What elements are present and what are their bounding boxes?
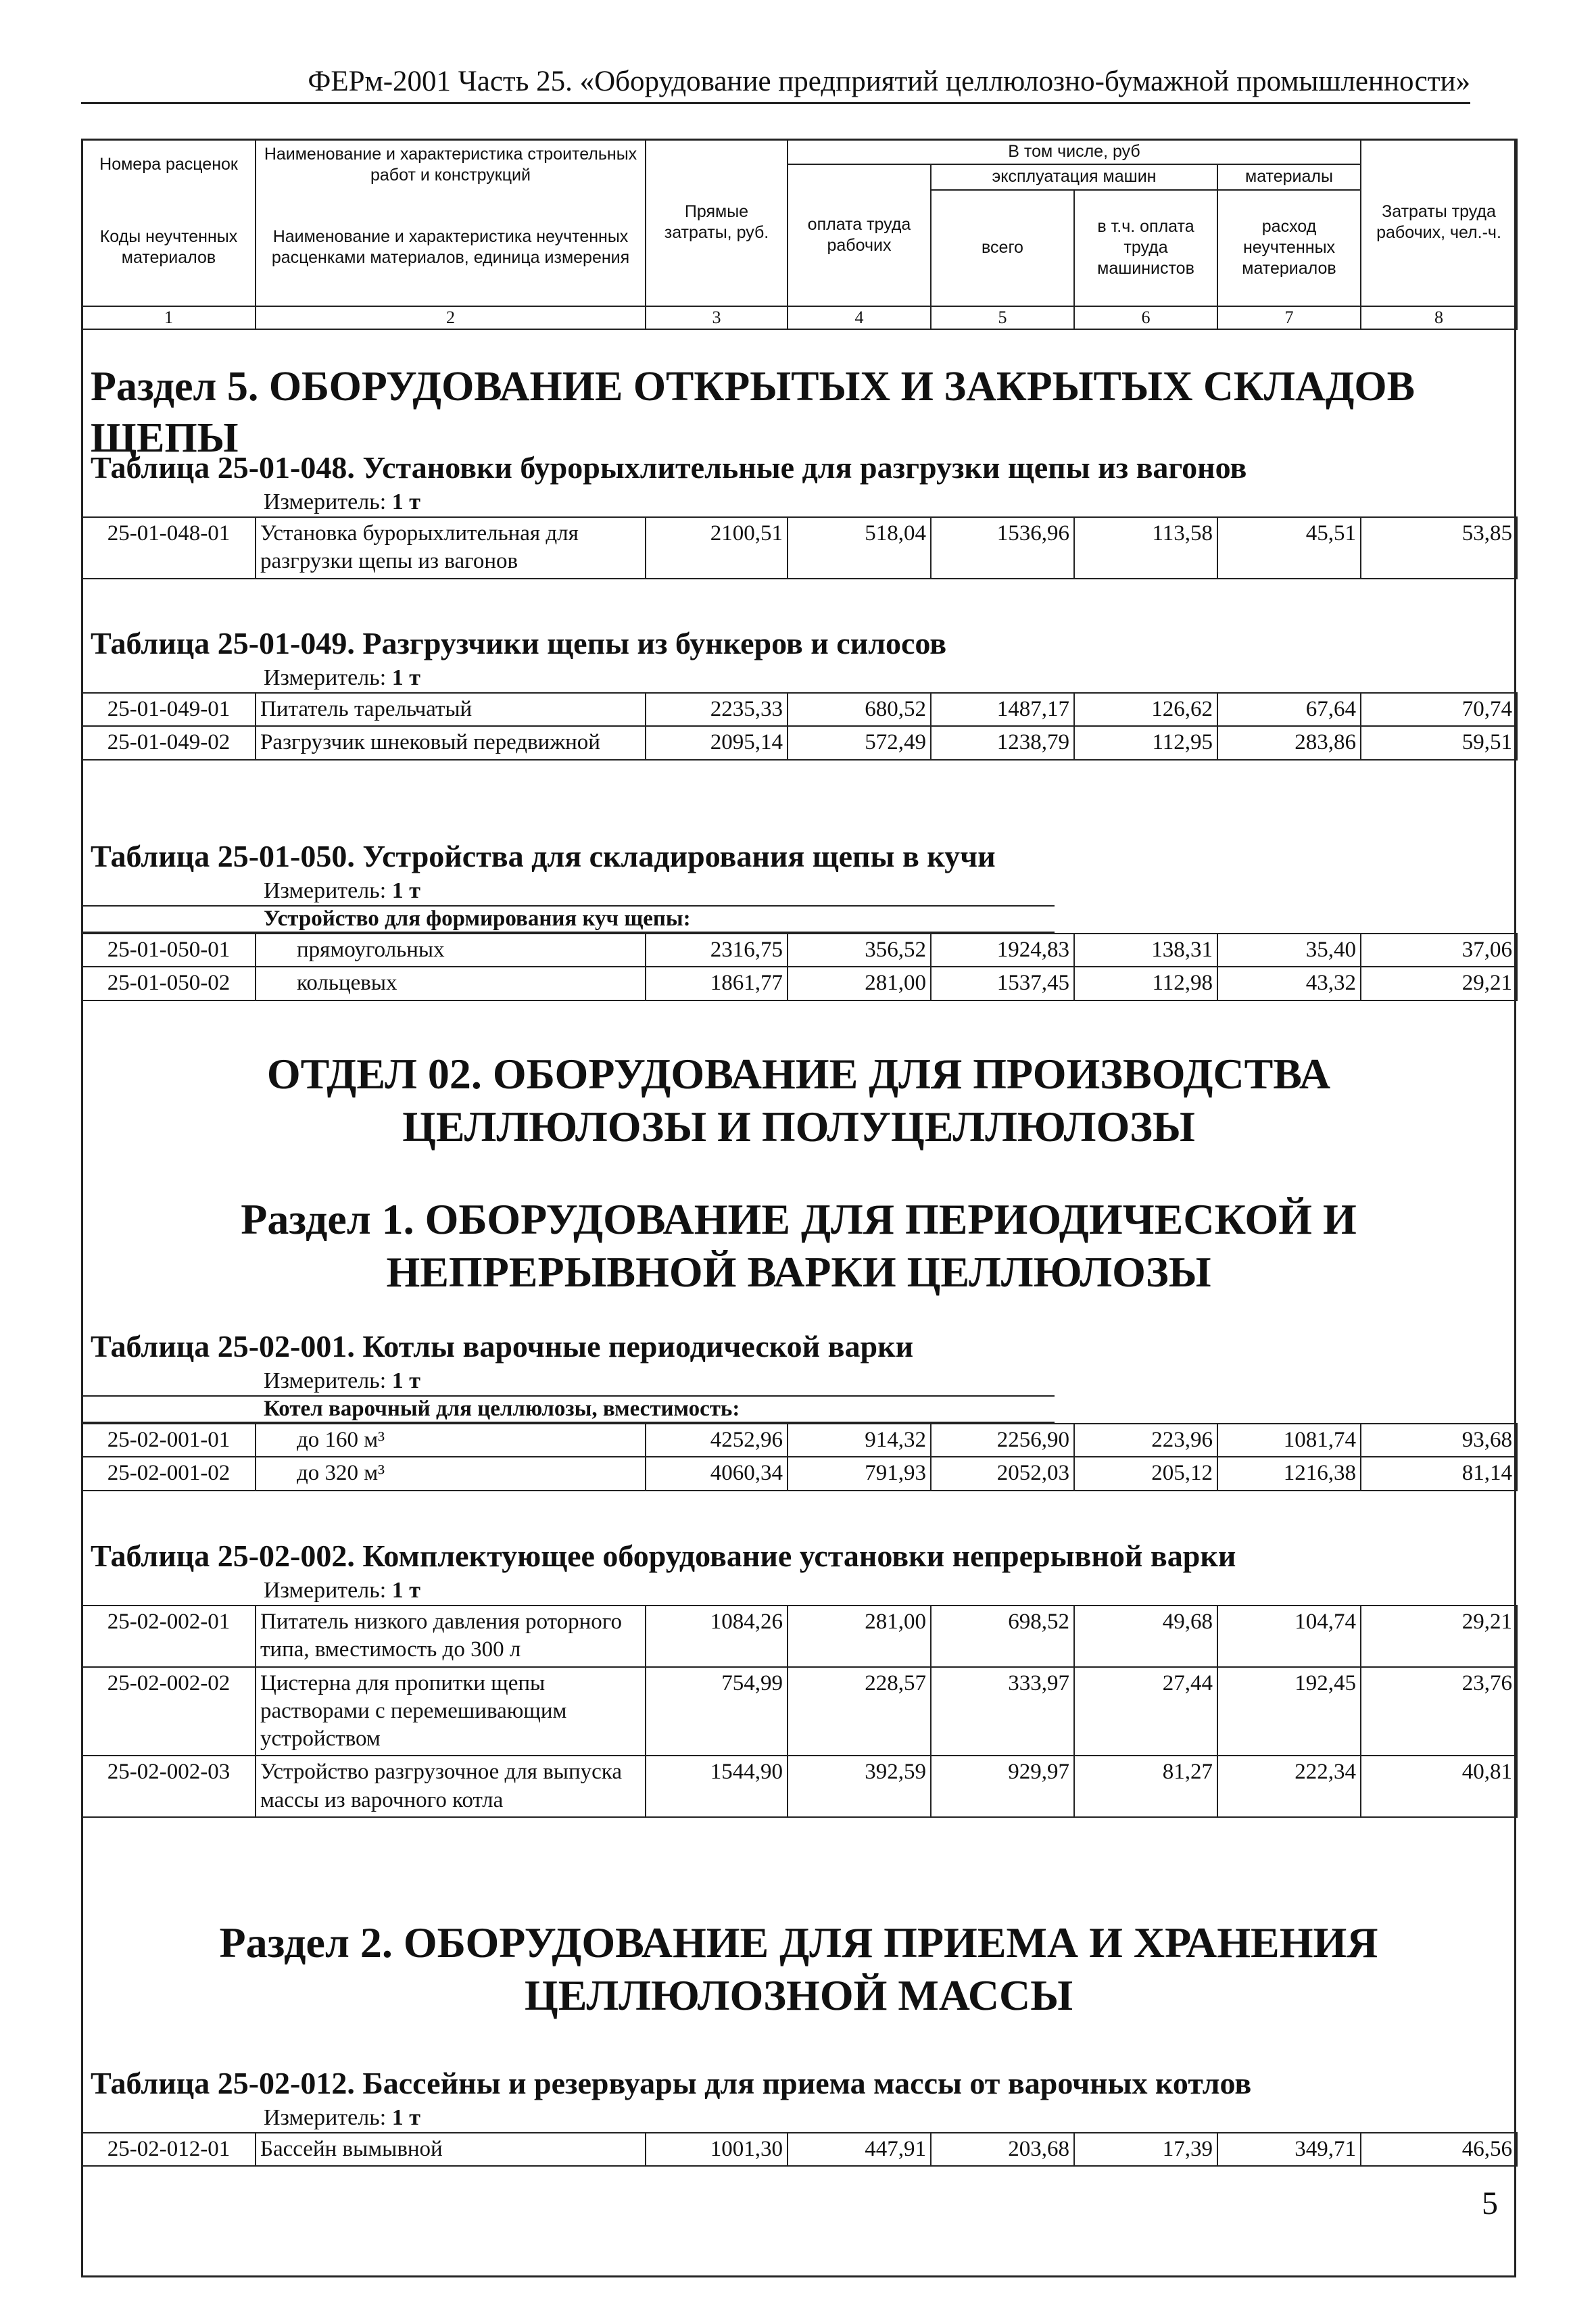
- materials-cost: 67,64: [1217, 693, 1361, 726]
- labor-pay: 281,00: [788, 1606, 931, 1667]
- direct-cost: 2316,75: [646, 934, 788, 967]
- machine-total: 333,97: [931, 1667, 1074, 1756]
- exploit-head: эксплуатация машин: [931, 164, 1217, 189]
- rate-code: 25-02-001-02: [82, 1457, 256, 1490]
- work-name: Разгрузчик шнековый передвижной: [256, 726, 646, 759]
- labor-hours: 29,21: [1361, 1606, 1517, 1667]
- measure-unit: Измеритель: 1 т: [264, 1368, 420, 1393]
- machine-total: 1238,79: [931, 726, 1074, 759]
- work-name: Установка бурорыхлительная для разгрузки щепы из вагонов: [256, 517, 646, 579]
- work-name: прямоугольных: [256, 934, 646, 967]
- labor-pay: 228,57: [788, 1667, 931, 1756]
- machinist-pay: 112,98: [1074, 967, 1217, 1000]
- machinist-pay: 27,44: [1074, 1667, 1217, 1756]
- group-label: Котел варочный для целлюлозы, вместимость:: [81, 1395, 1055, 1423]
- table-row: [82, 1667, 1517, 1756]
- labor-hours: 81,14: [1361, 1457, 1517, 1490]
- col-number: 1: [82, 306, 256, 330]
- labor-pay: 914,32: [788, 1424, 931, 1457]
- table-title: Таблица 25-01-050. Устройства для складирования щепы в кучи: [91, 839, 996, 873]
- table-row: [82, 1606, 1517, 1667]
- direct-cost: 1861,77: [646, 967, 788, 1000]
- materials-cost: 104,74: [1217, 1606, 1361, 1667]
- col5-head: всего: [931, 190, 1074, 306]
- machinist-pay: 223,96: [1074, 1424, 1217, 1457]
- rate-code: 25-02-002-03: [82, 1756, 256, 1817]
- machinist-pay: 81,27: [1074, 1756, 1217, 1817]
- rate-code: 25-02-012-01: [82, 2133, 256, 2166]
- table-25-02-012: [81, 2065, 1516, 2167]
- direct-cost: 2235,33: [646, 693, 788, 726]
- rate-code: 25-02-002-01: [82, 1606, 256, 1667]
- materials-cost: 35,40: [1217, 934, 1361, 967]
- direct-cost: 1084,26: [646, 1606, 788, 1667]
- machine-total: 2256,90: [931, 1424, 1074, 1457]
- price-table: [81, 692, 1518, 761]
- rate-code: 25-01-050-01: [82, 934, 256, 967]
- work-name: Бассейн вымывной: [256, 2133, 646, 2166]
- machine-total: 1487,17: [931, 693, 1074, 726]
- col7-head: расход неучтенных материалов: [1217, 190, 1361, 306]
- labor-hours: 70,74: [1361, 693, 1517, 726]
- work-name: до 160 м³: [256, 1424, 646, 1457]
- direct-cost: 1544,90: [646, 1756, 788, 1817]
- table-title: Таблица 25-01-048. Установки бурорыхлительные для разгрузки щепы из вагонов: [91, 450, 1247, 485]
- table-row: [82, 517, 1517, 579]
- labor-pay: 392,59: [788, 1756, 931, 1817]
- measure-unit: Измеритель: 1 т: [264, 1578, 420, 1603]
- labor-hours: 40,81: [1361, 1756, 1517, 1817]
- column-header: [81, 139, 1518, 330]
- work-name: Питатель низкого давления роторного типа, вместимость до 300 л: [256, 1606, 646, 1667]
- page-number: 5: [1482, 2186, 1498, 2221]
- machinist-pay: 112,95: [1074, 726, 1217, 759]
- materials-cost: 192,45: [1217, 1667, 1361, 1756]
- work-name: Устройство разгрузочное для выпуска массы из варочного котла: [256, 1756, 646, 1817]
- table-row: [82, 1756, 1517, 1817]
- rate-code: 25-01-050-02: [82, 967, 256, 1000]
- table-25-01-049: [81, 625, 1516, 761]
- materials-cost: 43,32: [1217, 967, 1361, 1000]
- table-title: Таблица 25-01-049. Разгрузчики щепы из бункеров и силосов: [91, 626, 947, 660]
- table-row: [82, 726, 1517, 759]
- materials-cost: 45,51: [1217, 517, 1361, 579]
- table-25-02-001: [81, 1328, 1516, 1491]
- incl-head: В том числе, руб: [788, 139, 1361, 164]
- work-name: Питатель тарельчатый: [256, 693, 646, 726]
- col1-top: Номера расценок: [82, 139, 256, 190]
- direct-cost: 2095,14: [646, 726, 788, 759]
- machine-total: 203,68: [931, 2133, 1074, 2166]
- table-row: [82, 1424, 1517, 1457]
- col-number: 7: [1217, 306, 1361, 330]
- labor-hours: 53,85: [1361, 517, 1517, 579]
- col-number: 8: [1361, 306, 1517, 330]
- price-table: [81, 516, 1518, 579]
- rate-code: 25-02-001-01: [82, 1424, 256, 1457]
- labor-hours: 29,21: [1361, 967, 1517, 1000]
- col6-head: в т.ч. оплата труда машинистов: [1074, 190, 1217, 306]
- running-header: ФЕРм-2001 Часть 25. «Оборудование предприятий целлюлозно-бумажной промышленности»: [81, 65, 1470, 104]
- direct-cost: 2100,51: [646, 517, 788, 579]
- section-2-title: Раздел 2. ОБОРУДОВАНИЕ ДЛЯ ПРИЕМА И ХРАНЕНИЯ ЦЕЛЛЮЛОЗНОЙ МАССЫ: [219, 1919, 1378, 2020]
- col-number: 6: [1074, 306, 1217, 330]
- table-row: [82, 2133, 1517, 2166]
- price-table: [81, 933, 1518, 1001]
- measure-unit: Измеритель: 1 т: [264, 665, 420, 690]
- rate-code: 25-01-048-01: [82, 517, 256, 579]
- table-title: Таблица 25-02-001. Котлы варочные периодической варки: [91, 1329, 914, 1364]
- otdel-02-title: ОТДЕЛ 02. ОБОРУДОВАНИЕ ДЛЯ ПРОИЗВОДСТВА ЦЕЛЛЮЛОЗЫ И ПОЛУЦЕЛЛЮЛОЗЫ: [266, 1050, 1331, 1151]
- machinist-pay: 126,62: [1074, 693, 1217, 726]
- table-title: Таблица 25-02-002. Комплектующее оборудование установки непрерывной варки: [91, 1539, 1236, 1573]
- col-number: 3: [646, 306, 788, 330]
- materials-cost: 283,86: [1217, 726, 1361, 759]
- machine-total: 1537,45: [931, 967, 1074, 1000]
- machine-total: 929,97: [931, 1756, 1074, 1817]
- labor-pay: 447,91: [788, 2133, 931, 2166]
- labor-pay: 680,52: [788, 693, 931, 726]
- labor-hours: 59,51: [1361, 726, 1517, 759]
- work-name: до 320 м³: [256, 1457, 646, 1490]
- materials-cost: 1081,74: [1217, 1424, 1361, 1457]
- materials-head: материалы: [1217, 164, 1361, 189]
- measure-unit: Измеритель: 1 т: [264, 489, 420, 514]
- rate-code: 25-01-049-02: [82, 726, 256, 759]
- work-name: Цистерна для пропитки щепы растворами с перемешивающим устройством: [256, 1667, 646, 1756]
- labor-hours: 46,56: [1361, 2133, 1517, 2166]
- machinist-pay: 205,12: [1074, 1457, 1217, 1490]
- group-label: Устройство для формирования куч щепы:: [81, 905, 1055, 933]
- machine-total: 698,52: [931, 1606, 1074, 1667]
- table-row: [82, 693, 1517, 726]
- table-row: [82, 967, 1517, 1000]
- materials-cost: 222,34: [1217, 1756, 1361, 1817]
- direct-cost: 1001,30: [646, 2133, 788, 2166]
- labor-pay: 572,49: [788, 726, 931, 759]
- materials-cost: 1216,38: [1217, 1457, 1361, 1490]
- machinist-pay: 17,39: [1074, 2133, 1217, 2166]
- col2-bottom: Наименование и характеристика неучтенных расценками материалов, единица измерения: [256, 190, 646, 306]
- col2-top: Наименование и характеристика строительных работ и конструкций: [256, 139, 646, 190]
- direct-cost: 754,99: [646, 1667, 788, 1756]
- direct-cost: 4252,96: [646, 1424, 788, 1457]
- machine-total: 2052,03: [931, 1457, 1074, 1490]
- machinist-pay: 113,58: [1074, 517, 1217, 579]
- direct-cost: 4060,34: [646, 1457, 788, 1490]
- machinist-pay: 138,31: [1074, 934, 1217, 967]
- labor-pay: 791,93: [788, 1457, 931, 1490]
- col-number: 5: [931, 306, 1074, 330]
- rate-code: 25-01-049-01: [82, 693, 256, 726]
- measure-unit: Измеритель: 1 т: [264, 2105, 420, 2130]
- machine-total: 1924,83: [931, 934, 1074, 967]
- price-table: [81, 1605, 1518, 1818]
- table-title: Таблица 25-02-012. Бассейны и резервуары для приема массы от варочных котлов: [91, 2066, 1252, 2100]
- work-name: кольцевых: [256, 967, 646, 1000]
- materials-cost: 349,71: [1217, 2133, 1361, 2166]
- table-row: [82, 1457, 1517, 1490]
- labor-pay: 281,00: [788, 967, 931, 1000]
- labor-pay: 356,52: [788, 934, 931, 967]
- rate-code: 25-02-002-02: [82, 1667, 256, 1756]
- col-number: 4: [788, 306, 931, 330]
- col4-head: оплата труда рабочих: [788, 164, 931, 306]
- table-25-01-048: [81, 450, 1516, 579]
- table-row: [82, 934, 1517, 967]
- col-number: 2: [256, 306, 646, 330]
- table-25-01-050: [81, 838, 1516, 1001]
- section-5-title: Раздел 5. ОБОРУДОВАНИЕ ОТКРЫТЫХ И ЗАКРЫТЫХ СКЛАДОВ ЩЕПЫ: [91, 364, 1415, 461]
- labor-hours: 23,76: [1361, 1667, 1517, 1756]
- col8-head: Затраты труда рабочих, чел.-ч.: [1361, 139, 1517, 306]
- machinist-pay: 49,68: [1074, 1606, 1217, 1667]
- col1-bottom: Коды неучтенных материалов: [82, 190, 256, 306]
- table-25-02-002: [81, 1538, 1516, 1818]
- labor-hours: 37,06: [1361, 934, 1517, 967]
- labor-pay: 518,04: [788, 517, 931, 579]
- labor-hours: 93,68: [1361, 1424, 1517, 1457]
- price-table: [81, 1423, 1518, 1491]
- section-1-title: Раздел 1. ОБОРУДОВАНИЕ ДЛЯ ПЕРИОДИЧЕСКОЙ И НЕПРЕРЫВНОЙ ВАРКИ ЦЕЛЛЮЛОЗЫ: [241, 1195, 1357, 1297]
- col3-head: Прямые затраты, руб.: [646, 139, 788, 306]
- measure-unit: Измеритель: 1 т: [264, 878, 420, 903]
- price-table: [81, 2132, 1518, 2167]
- machine-total: 1536,96: [931, 517, 1074, 579]
